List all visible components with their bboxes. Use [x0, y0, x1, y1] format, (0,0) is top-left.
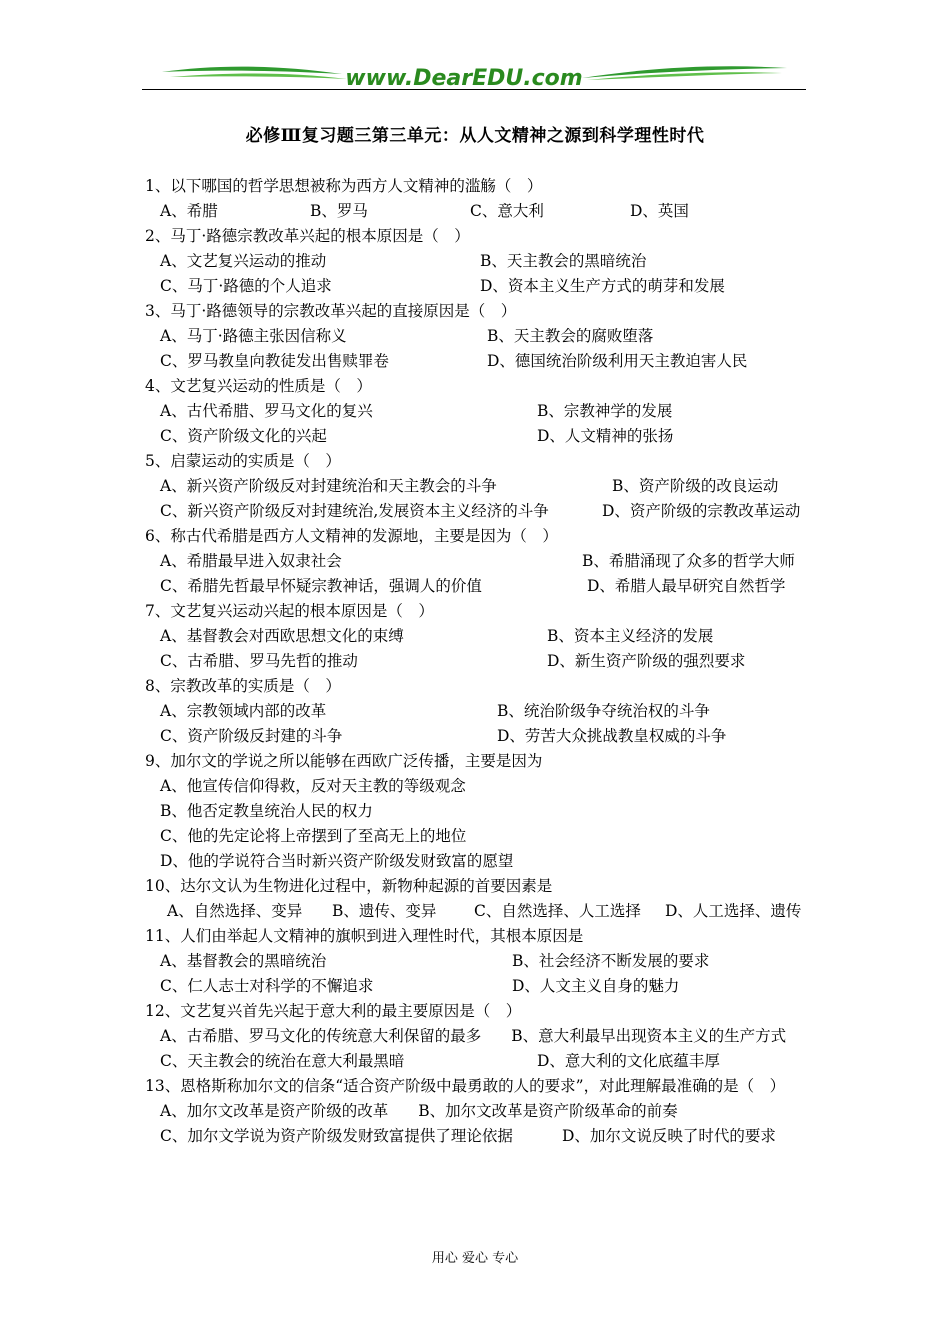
option-row	[145, 499, 810, 524]
question-stem: 11、人们由举起人文精神的旗帜到进入理性时代，其根本原因是	[145, 927, 584, 945]
answer-option: D、德国统治阶级利用天主教迫害人民	[487, 352, 748, 370]
option-row	[145, 1124, 810, 1149]
option-row	[145, 899, 810, 924]
answer-option: D、人文主义自身的魅力	[512, 977, 680, 995]
answer-option: B、加尔文改革是资产阶级革命的前奏	[418, 1102, 678, 1120]
question-stem: 5、启蒙运动的实质是（ ）	[145, 452, 341, 470]
answer-option: B、统治阶级争夺统治权的斗争	[497, 702, 710, 720]
answer-option: C、意大利	[470, 202, 544, 220]
answer-option: C、加尔文学说为资产阶级发财致富提供了理论依据	[160, 1127, 513, 1145]
answer-option: A、新兴资产阶级反对封建统治和天主教会的斗争	[160, 477, 497, 495]
answer-option: C、古希腊、罗马先哲的推动	[160, 652, 358, 670]
answer-option: A、马丁·路德主张因信称义	[160, 327, 347, 345]
answer-option: A、古希腊、罗马文化的传统意大利保留的最多	[160, 1027, 482, 1045]
option-row	[145, 699, 810, 724]
question-list	[145, 174, 810, 1149]
answer-option: D、人工选择、遗传	[665, 902, 802, 920]
answer-option: D、加尔文说反映了时代的要求	[562, 1127, 776, 1145]
answer-option: B、天主教会的黑暗统治	[480, 252, 647, 270]
option-row	[145, 199, 810, 224]
question-stem: 3、马丁·路德领导的宗教改革兴起的直接原因是（ ）	[145, 302, 517, 320]
answer-option: A、他宣传信仰得救，反对天主教的等级观念	[160, 777, 466, 795]
question-stem: 8、宗教改革的实质是（ ）	[145, 677, 341, 695]
question-item	[145, 874, 810, 924]
question-item	[145, 749, 810, 874]
question-item	[145, 674, 810, 749]
answer-option: A、古代希腊、罗马文化的复兴	[160, 402, 373, 420]
answer-option: B、罗马	[310, 202, 368, 220]
option-row	[145, 1049, 810, 1074]
page-footer: 用心 爱心 专心	[431, 1251, 519, 1266]
answer-option: B、意大利最早出现资本主义的生产方式	[511, 1027, 787, 1045]
question-stem: 1、以下哪国的哲学思想被称为西方人文精神的滥觞（ ）	[145, 177, 543, 195]
logo-text: www.DearEDU.com	[345, 66, 583, 91]
answer-option: C、新兴资产阶级反对封建统治,发展资本主义经济的斗争	[160, 502, 549, 520]
option-row	[145, 649, 810, 674]
option-row	[145, 424, 810, 449]
answer-option: D、他的学说符合当时新兴资产阶级发财致富的愿望	[160, 852, 514, 870]
question-item	[145, 174, 810, 224]
question-stem: 6、称古代希腊是西方人文精神的发源地，主要是因为（ ）	[145, 527, 558, 545]
answer-option: D、资产阶级的宗教改革运动	[602, 502, 801, 520]
question-stem: 2、马丁·路德宗教改革兴起的根本原因是（ ）	[145, 227, 470, 245]
document-title: 必修Ⅲ复习题三第三单元：从人文精神之源到科学理性时代	[245, 126, 705, 146]
answer-option: D、英国	[630, 202, 689, 220]
option-row	[145, 349, 810, 374]
answer-option: C、他的先定论将上帝摆到了至高无上的地位	[160, 827, 467, 845]
option-row	[145, 274, 810, 299]
question-item	[145, 924, 810, 999]
answer-option: A、加尔文改革是资产阶级的改革	[160, 1102, 389, 1120]
question-stem: 12、文艺复兴首先兴起于意大利的最主要原因是（ ）	[145, 1002, 522, 1020]
question-stem: 13、恩格斯称加尔文的信条“适合资产阶级中最勇敢的人的要求”，对此理解最准确的是（ ）	[145, 1077, 786, 1095]
question-item	[145, 1074, 810, 1149]
answer-option: B、资本主义经济的发展	[547, 627, 714, 645]
answer-option: A、希腊最早进入奴隶社会	[160, 552, 342, 570]
question-item	[145, 224, 810, 299]
answer-option: B、资产阶级的改良运动	[612, 477, 779, 495]
question-stem: 4、文艺复兴运动的性质是（ ）	[145, 377, 372, 395]
option-row	[145, 724, 810, 749]
question-item	[145, 599, 810, 674]
answer-option: C、资产阶级反封建的斗争	[160, 727, 343, 745]
answer-option: B、希腊涌现了众多的哲学大师	[582, 552, 795, 570]
answer-option: A、宗教领域内部的改革	[160, 702, 327, 720]
option-row	[145, 249, 810, 274]
answer-option: D、劳苦大众挑战教皇权威的斗争	[497, 727, 727, 745]
answer-option: C、资产阶级文化的兴起	[160, 427, 327, 445]
answer-option: A、文艺复兴运动的推动	[160, 252, 327, 270]
option-row	[145, 399, 810, 424]
question-stem: 7、文艺复兴运动兴起的根本原因是（ ）	[145, 602, 434, 620]
answer-option: D、意大利的文化底蕴丰厚	[537, 1052, 720, 1070]
answer-option: D、资本主义生产方式的萌芽和发展	[480, 277, 725, 295]
answer-option: D、新生资产阶级的强烈要求	[547, 652, 746, 670]
answer-option: D、希腊人最早研究自然哲学	[587, 577, 786, 595]
option-row	[145, 1024, 810, 1049]
option-row	[145, 974, 810, 999]
answer-option: A、基督教会的黑暗统治	[160, 952, 327, 970]
answer-option: C、希腊先哲最早怀疑宗教神话，强调人的价值	[160, 577, 482, 595]
answer-option: A、希腊	[160, 202, 218, 220]
option-row	[145, 624, 810, 649]
answer-option: B、天主教会的腐败堕落	[487, 327, 654, 345]
answer-option: D、人文精神的张扬	[537, 427, 674, 445]
option-row	[145, 574, 810, 599]
option-row	[145, 549, 810, 574]
option-row	[145, 949, 810, 974]
question-stem: 9、加尔文的学说之所以能够在西欧广泛传播，主要是因为	[145, 752, 543, 770]
header-rule	[142, 89, 806, 90]
answer-option: B、他否定教皇统治人民的权力	[160, 802, 373, 820]
answer-option: C、马丁·路德的个人追求	[160, 277, 332, 295]
answer-option: A、自然选择、变异	[167, 902, 303, 920]
question-item	[145, 374, 810, 449]
question-item	[145, 999, 810, 1074]
question-item	[145, 524, 810, 599]
option-row	[145, 474, 810, 499]
answer-option: C、罗马教皇向教徒发出售赎罪卷	[160, 352, 389, 370]
option-row	[145, 1099, 810, 1124]
answer-option: C、自然选择、人工选择	[474, 902, 641, 920]
answer-option: A、基督教会对西欧思想文化的束缚	[160, 627, 404, 645]
answer-option: B、宗教神学的发展	[537, 402, 673, 420]
answer-option: C、天主教会的统治在意大利最黑暗	[160, 1052, 405, 1070]
question-item	[145, 449, 810, 524]
answer-option: B、社会经济不断发展的要求	[512, 952, 710, 970]
answer-option: B、遗传、变异	[332, 902, 437, 920]
option-row	[145, 324, 810, 349]
question-stem: 10、达尔文认为生物进化过程中，新物种起源的首要因素是	[145, 877, 553, 895]
answer-option: C、仁人志士对科学的不懈追求	[160, 977, 374, 995]
question-item	[145, 299, 810, 374]
